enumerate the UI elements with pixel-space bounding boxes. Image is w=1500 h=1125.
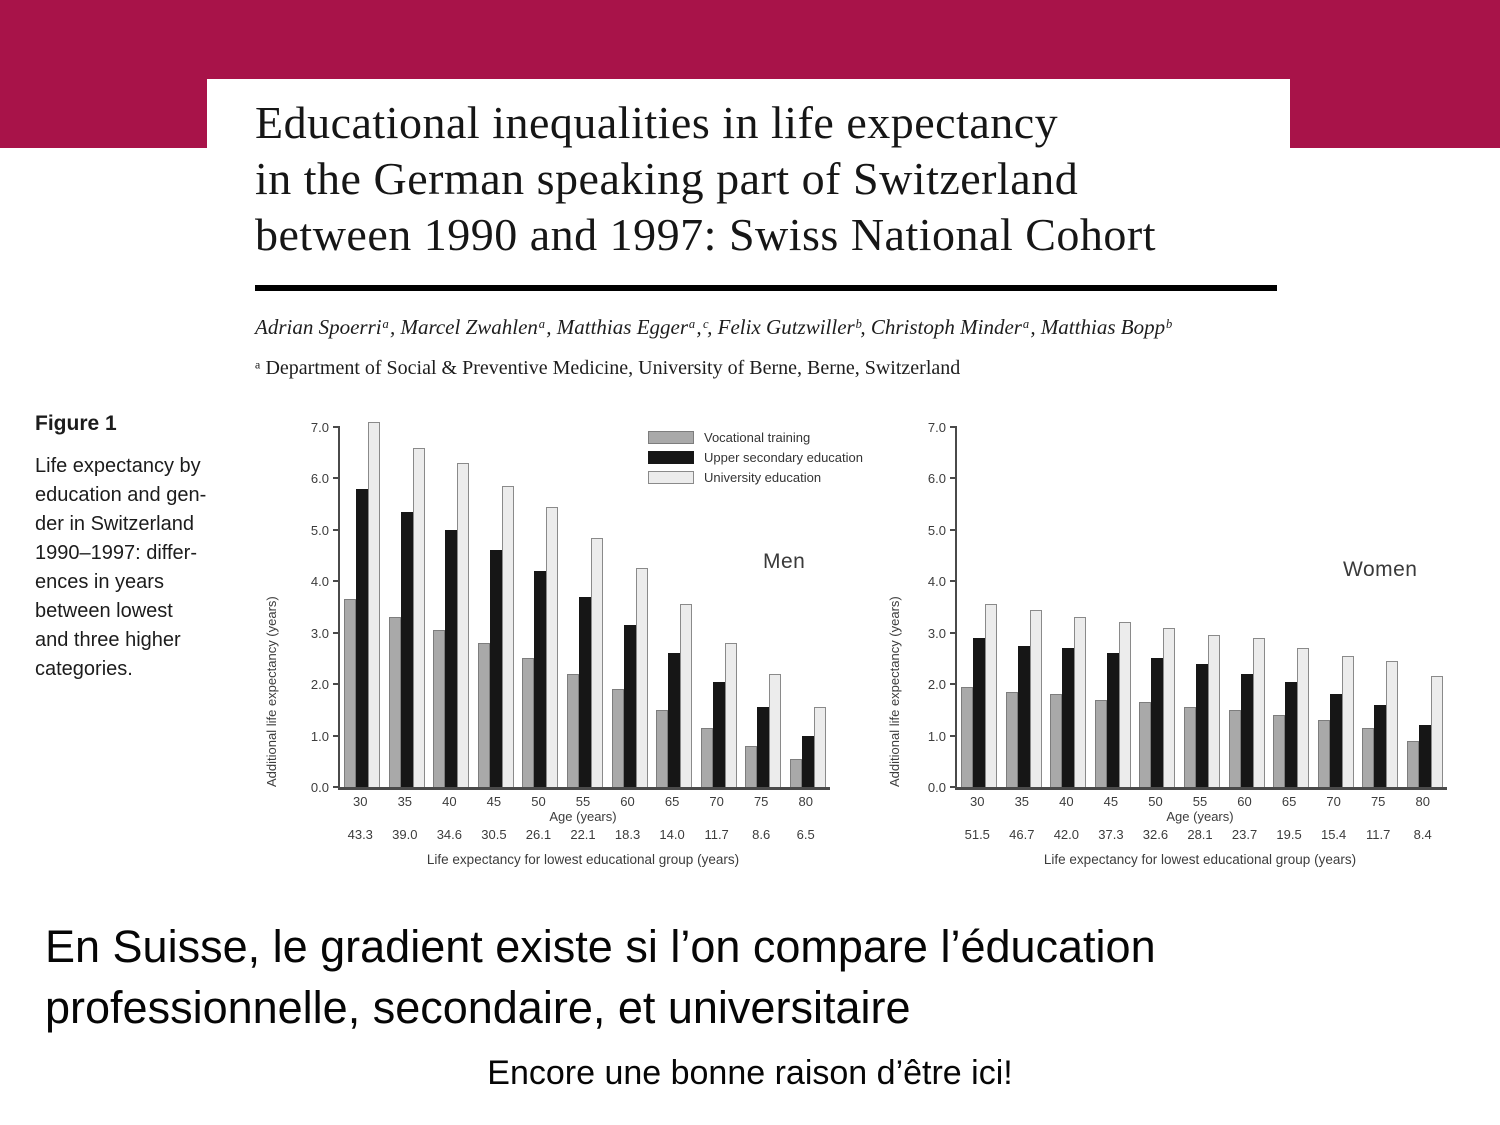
bar: [713, 682, 725, 787]
x-tick-label: 70: [709, 794, 724, 809]
x-tick-label: 55: [575, 794, 591, 809]
bar: [522, 658, 534, 787]
bar: [624, 625, 636, 787]
text-line: 1990–1997: differ-: [35, 542, 197, 564]
bar: [490, 550, 502, 787]
text-line: and three higher: [35, 629, 181, 651]
y-tick-label: 4.0: [927, 574, 946, 590]
y-tick-mark: [950, 683, 957, 685]
x-tick-label: 35: [1014, 794, 1030, 809]
legend-label: Upper secondary education: [704, 450, 863, 465]
x2-value: 6.5: [796, 827, 815, 842]
bar: [1095, 700, 1107, 787]
y-tick-label: 6.0: [927, 471, 946, 487]
bar-group: [1402, 427, 1447, 787]
paper-panel: [207, 79, 1290, 394]
y-tick-label: 3.0: [927, 625, 946, 641]
y-tick-mark: [333, 580, 340, 582]
bar-group: [957, 427, 1002, 787]
bar: [680, 604, 692, 787]
bar: [973, 638, 985, 787]
bar: [413, 448, 425, 787]
x2-value: 26.1: [525, 827, 552, 842]
x-axis-ticks: [955, 794, 1445, 810]
x-tick-label: 50: [1148, 794, 1163, 809]
bar: [656, 710, 668, 787]
bar-group: [1091, 427, 1136, 787]
y-tick-mark: [333, 426, 340, 428]
text-line: En Suisse, le gradient existe si l’on compare l’éducation: [45, 921, 1156, 972]
y-tick-label: 4.0: [310, 574, 329, 590]
bar: [725, 643, 737, 787]
bar: [1062, 648, 1074, 787]
bar: [985, 604, 997, 787]
x-tick-label: 45: [486, 794, 502, 809]
y-tick-mark: [950, 477, 957, 479]
paper-title: [255, 95, 1290, 263]
y-tick-mark: [333, 683, 340, 685]
y-tick-mark: [333, 786, 340, 788]
bar: [1119, 622, 1131, 787]
y-tick-mark: [950, 529, 957, 531]
bar: [1362, 728, 1374, 787]
x2-value: 51.5: [964, 827, 990, 842]
bar-group: [1313, 427, 1358, 787]
y-tick-mark: [950, 786, 957, 788]
bar: [1050, 694, 1062, 787]
bar-group: [340, 427, 385, 787]
bar: [401, 512, 413, 787]
legend-row: [648, 450, 863, 465]
x2-value: 8.4: [1413, 827, 1432, 842]
y-axis-label: Additional life expectancy (years): [887, 596, 902, 787]
legend-label: University education: [704, 470, 822, 485]
bar: [389, 617, 401, 787]
x-tick-label: 45: [1103, 794, 1119, 809]
bar: [701, 728, 713, 787]
y-tick-label: 1.0: [310, 728, 329, 744]
x-tick-label: 65: [1281, 794, 1297, 809]
text-line: Educational inequalities in life expectancy: [255, 97, 1059, 148]
chart-women: [875, 408, 1500, 880]
y-axis-label: Additional life expectancy (years): [264, 596, 279, 787]
x2-value: 11.7: [1366, 827, 1391, 842]
bar: [433, 630, 445, 787]
legend-row: [648, 430, 863, 445]
bar: [636, 568, 648, 787]
x2-value: 32.6: [1142, 827, 1169, 842]
y-tick-label: 5.0: [927, 522, 946, 538]
bar: [1419, 725, 1431, 787]
text-line: education and gen-: [35, 484, 207, 506]
bar: [1285, 682, 1297, 787]
paper-affiliation: ᵃ Department of Social & Preventive Medicine, University of Berne, Berne, Switzerland: [255, 357, 961, 379]
x-tick-label: 55: [1192, 794, 1208, 809]
x-tick-label: 75: [753, 794, 769, 809]
bar: [1407, 741, 1419, 787]
bar: [612, 689, 624, 787]
legend-label: Vocational training: [704, 430, 811, 445]
y-tick-label: 0.0: [310, 780, 329, 795]
y-tick-label: 7.0: [927, 420, 946, 435]
bar: [356, 489, 368, 787]
bar: [1139, 702, 1151, 787]
legend: [648, 430, 863, 490]
x-tick-label: 40: [1059, 794, 1074, 809]
y-tick-mark: [950, 426, 957, 428]
bar: [1273, 715, 1285, 787]
x-tick-label: 30: [970, 794, 985, 809]
title-rule: [255, 285, 1277, 291]
x2-value: 22.1: [570, 827, 596, 842]
x-tick-label: 60: [620, 794, 635, 809]
text-line: professionnelle, secondaire, et universitaire: [45, 982, 911, 1033]
bar: [1318, 720, 1330, 787]
y-tick-label: 3.0: [310, 625, 329, 641]
bar: [757, 707, 769, 787]
bar: [368, 422, 380, 787]
bar: [802, 736, 814, 787]
bar: [1241, 674, 1253, 787]
text-line: in the German speaking part of Switzerland: [255, 153, 1079, 204]
x2-value: 23.7: [1231, 827, 1258, 842]
bar: [534, 571, 546, 787]
y-tick-label: 2.0: [927, 677, 946, 693]
y-tick-mark: [950, 632, 957, 634]
secondary-axis-label: Life expectancy for lowest educational group (years): [1043, 852, 1357, 867]
bar: [1253, 638, 1265, 787]
bar: [668, 653, 680, 787]
tagline-text: Encore une bonne raison d’être ici!: [487, 1054, 1013, 1092]
bar-group: [518, 427, 563, 787]
bar: [1184, 707, 1196, 787]
bar-group: [385, 427, 430, 787]
y-tick-mark: [950, 580, 957, 582]
x-tick-label: 70: [1326, 794, 1341, 809]
x2-value: 37.3: [1098, 827, 1124, 842]
x2-value: 43.3: [347, 827, 373, 842]
bar: [1374, 705, 1386, 787]
bar: [1431, 676, 1443, 787]
y-tick-label: 6.0: [310, 471, 329, 487]
bar: [769, 674, 781, 787]
x-tick-label: 75: [1370, 794, 1386, 809]
x-tick-label: 40: [442, 794, 457, 809]
bar: [1330, 694, 1342, 787]
x-tick-label: 50: [531, 794, 546, 809]
x2-value: 11.7: [704, 827, 729, 842]
bar: [790, 759, 802, 787]
x-tick-label: 30: [353, 794, 368, 809]
bar: [478, 643, 490, 787]
y-tick-mark: [333, 477, 340, 479]
x2-value: 30.5: [481, 827, 507, 842]
bar: [591, 538, 603, 787]
x-axis-label: Age (years): [1166, 809, 1234, 824]
x2-value: 28.1: [1187, 827, 1213, 842]
y-tick-label: 1.0: [927, 728, 946, 744]
x-axis-label: Age (years): [549, 809, 617, 824]
bar-group: [1269, 427, 1314, 787]
bar: [344, 599, 356, 787]
x-tick-label: 80: [798, 794, 813, 809]
bar-group: [1224, 427, 1269, 787]
conclusion-text: [45, 916, 1156, 1038]
bar: [445, 530, 457, 787]
x2-value: 39.0: [392, 827, 418, 842]
plot-area-women: [927, 420, 1447, 795]
x2-value: 42.0: [1053, 827, 1080, 842]
y-tick-label: 7.0: [310, 420, 329, 435]
y-tick-mark: [333, 735, 340, 737]
bar: [567, 674, 579, 787]
legend-swatch: [648, 451, 694, 464]
bar: [457, 463, 469, 787]
y-tick-label: 0.0: [927, 780, 946, 795]
x2-value: 18.3: [614, 827, 641, 842]
bar: [814, 707, 826, 787]
y-tick-mark: [333, 632, 340, 634]
secondary-axis-values: [955, 827, 1445, 843]
figure-caption-text: [35, 452, 260, 684]
secondary-axis-label: Life expectancy for lowest educational group (years): [426, 852, 740, 867]
x-tick-label: 60: [1237, 794, 1252, 809]
bar: [1297, 648, 1309, 787]
bar: [1386, 661, 1398, 787]
x2-value: 15.4: [1320, 827, 1347, 842]
bar: [1151, 658, 1163, 787]
x2-value: 34.6: [436, 827, 463, 842]
text-line: between 1990 and 1997: Swiss National Cohort: [255, 209, 1157, 260]
bar: [1074, 617, 1086, 787]
x2-value: 46.7: [1009, 827, 1035, 842]
y-tick-mark: [950, 735, 957, 737]
text-line: der in Switzerland: [35, 513, 194, 535]
text-line: between lowest: [35, 600, 173, 622]
legend-swatch: [648, 471, 694, 484]
bar-group: [429, 427, 474, 787]
y-tick-label: 2.0: [310, 677, 329, 693]
figure-caption: [35, 412, 260, 684]
x2-value: 14.0: [659, 827, 685, 842]
legend-swatch: [648, 431, 694, 444]
text-line: ences in years: [35, 571, 164, 593]
bar: [1208, 635, 1220, 787]
bar: [1018, 646, 1030, 787]
chart-title-women: Women: [1343, 558, 1418, 581]
chart-men: [248, 408, 908, 880]
x-tick-label: 65: [664, 794, 680, 809]
bar: [502, 486, 514, 787]
y-tick-mark: [333, 529, 340, 531]
bar: [1030, 610, 1042, 787]
bar: [1107, 653, 1119, 787]
x-axis-ticks: [338, 794, 828, 810]
bar: [1163, 628, 1175, 787]
bar: [1196, 664, 1208, 787]
bar: [1342, 656, 1354, 787]
legend-row: [648, 470, 863, 485]
y-tick-label: 5.0: [310, 522, 329, 538]
bar: [745, 746, 757, 787]
bar: [546, 507, 558, 787]
bar: [1229, 710, 1241, 787]
bar: [579, 597, 591, 787]
x-tick-label: 80: [1415, 794, 1430, 809]
text-line: categories.: [35, 658, 133, 680]
bar-group: [1180, 427, 1225, 787]
x-tick-label: 35: [397, 794, 413, 809]
bar: [961, 687, 973, 787]
bar-group: [1046, 427, 1091, 787]
bar: [1006, 692, 1018, 787]
x2-value: 8.6: [752, 827, 771, 842]
x2-value: 19.5: [1276, 827, 1302, 842]
chart-title-men: Men: [763, 550, 806, 573]
bar-group: [563, 427, 608, 787]
bar-group: [1135, 427, 1180, 787]
text-line: Life expectancy by: [35, 455, 201, 477]
bar-group: [1002, 427, 1047, 787]
bar-group: [1358, 427, 1403, 787]
bar-group: [607, 427, 652, 787]
secondary-axis-values: [338, 827, 828, 843]
paper-authors: Adrian Spoerriᵃ, Marcel Zwahlenᵃ, Matthias Eggerᵃ,ᶜ, Felix Gutzwillerᵇ, Christoph Minderᵃ, Matthias Boppᵇ: [255, 315, 1171, 339]
bar-group: [474, 427, 519, 787]
figure-label: Figure 1: [35, 412, 117, 435]
